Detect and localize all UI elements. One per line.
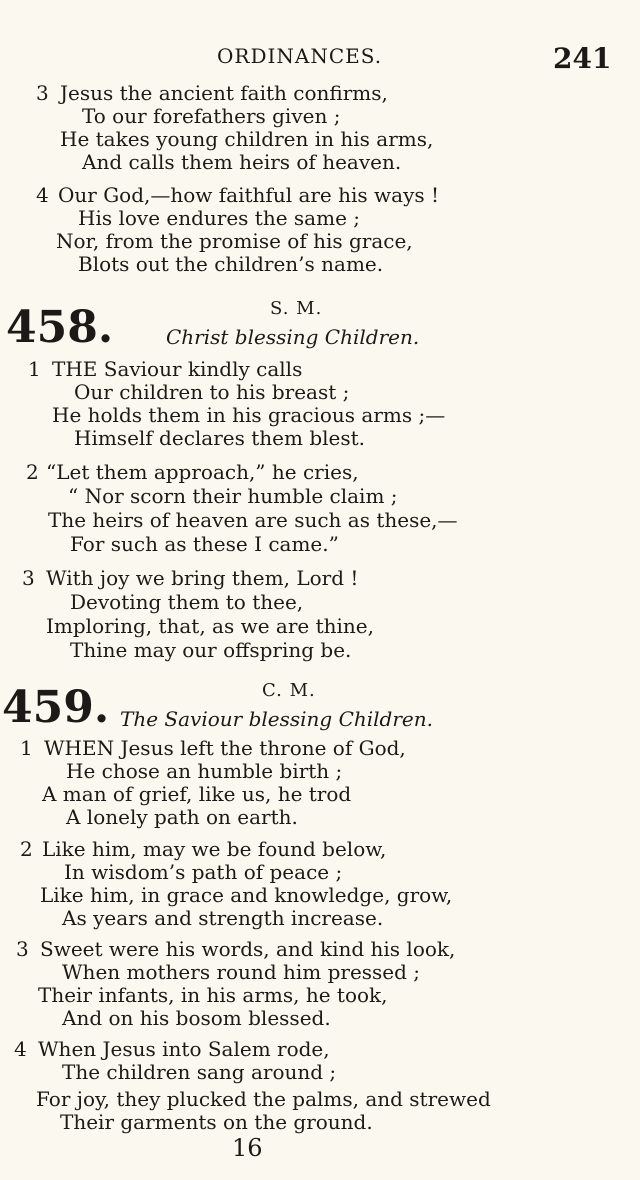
verse-line: Himself declares them blest. bbox=[74, 426, 366, 450]
verse-line: He takes young children in his arms, bbox=[60, 127, 434, 151]
verse-line: Like him, in grace and knowledge, grow, bbox=[40, 883, 453, 907]
verse-line: Thine may our offspring be. bbox=[70, 638, 352, 662]
verse-line: When mothers round him pressed ; bbox=[62, 960, 421, 984]
hymn-meter: S. M. bbox=[270, 298, 323, 319]
hymn-number: 458. bbox=[6, 302, 114, 353]
signature-mark: 16 bbox=[232, 1134, 263, 1162]
running-head-title: ORDINANCES. bbox=[217, 44, 383, 68]
verse-line: To our forefathers given ; bbox=[82, 104, 341, 128]
verse-line: His love endures the same ; bbox=[78, 206, 361, 230]
verse-line: Their infants, in his arms, he took, bbox=[38, 983, 388, 1007]
verse-line: With joy we bring them, Lord ! bbox=[46, 566, 359, 590]
verse-line: Our God,—how faithful are his ways ! bbox=[58, 183, 440, 207]
verse-line: A lonely path on earth. bbox=[66, 805, 298, 829]
verse-line: Nor, from the promise of his grace, bbox=[56, 229, 413, 253]
verse-line: As years and strength increase. bbox=[62, 906, 384, 930]
verse-number: 3 bbox=[36, 81, 49, 105]
verse-line: Jesus the ancient faith confirms, bbox=[60, 81, 388, 105]
verse-line: Our children to his breast ; bbox=[74, 380, 350, 404]
verse-line: THE Saviour kindly calls bbox=[52, 357, 303, 381]
hymn-meter: C. M. bbox=[262, 680, 316, 701]
verse-line: In wisdom’s path of peace ; bbox=[64, 860, 343, 884]
verse-line: For such as these I came.” bbox=[70, 532, 339, 556]
verse-number: 2 bbox=[26, 460, 39, 484]
verse-line: Devoting them to thee, bbox=[70, 590, 304, 614]
verse-line: And on his bosom blessed. bbox=[62, 1006, 331, 1030]
hymn-subject: Christ blessing Children. bbox=[166, 325, 420, 349]
verse-line: The children sang around ; bbox=[62, 1060, 337, 1084]
verse-line: He holds them in his gracious arms ;— bbox=[52, 403, 446, 427]
verse-line: Like him, may we be found below, bbox=[42, 837, 387, 861]
verse-number: 2 bbox=[20, 837, 33, 861]
verse-line: Their garments on the ground. bbox=[60, 1110, 373, 1134]
verse-line: WHEN Jesus left the throne of God, bbox=[44, 736, 406, 760]
verse-line: When Jesus into Salem rode, bbox=[38, 1037, 330, 1061]
verse-line: He chose an humble birth ; bbox=[66, 759, 343, 783]
verse-line: Blots out the children’s name. bbox=[78, 252, 384, 276]
verse-number: 3 bbox=[22, 566, 35, 590]
verse-line: “ Nor scorn their humble claim ; bbox=[68, 484, 398, 508]
verse-line: And calls them heirs of heaven. bbox=[82, 150, 402, 174]
verse-number: 3 bbox=[16, 937, 29, 961]
hymn-subject: The Saviour blessing Children. bbox=[120, 707, 433, 731]
hymn-number: 459. bbox=[2, 682, 110, 733]
verse-line: The heirs of heaven are such as these,— bbox=[48, 508, 458, 532]
verse-line: For joy, they plucked the palms, and strewed bbox=[36, 1087, 491, 1111]
verse-number: 4 bbox=[14, 1037, 27, 1061]
verse-number: 1 bbox=[28, 357, 41, 381]
verse-number: 4 bbox=[36, 183, 49, 207]
page-number: 241 bbox=[553, 42, 612, 75]
verse-number: 1 bbox=[20, 736, 33, 760]
verse-line: Imploring, that, as we are thine, bbox=[46, 614, 374, 638]
verse-line: “Let them approach,” he cries, bbox=[46, 460, 359, 484]
verse-line: A man of grief, like us, he trod bbox=[42, 782, 352, 806]
verse-line: Sweet were his words, and kind his look, bbox=[40, 937, 456, 961]
